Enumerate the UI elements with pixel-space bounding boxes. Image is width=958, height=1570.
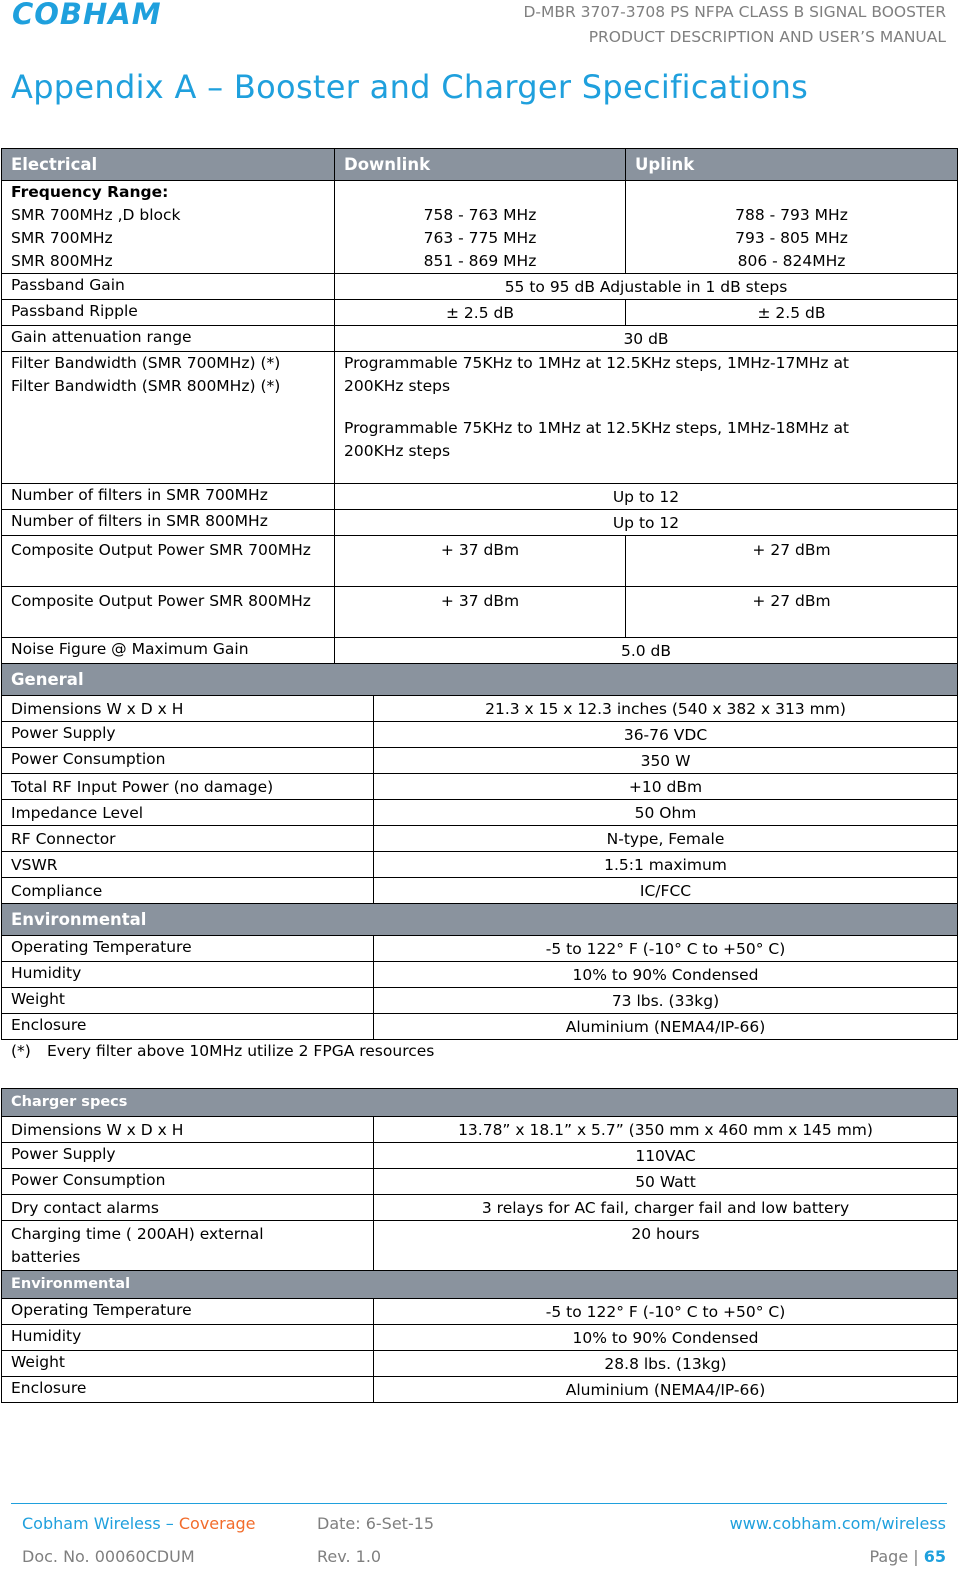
table-row: [2, 1014, 958, 1040]
table-row: [2, 962, 958, 988]
table-row: [2, 696, 958, 722]
cell-value: +10 dBm: [374, 774, 958, 800]
cell-value: 28.8 lbs. (13kg): [374, 1351, 958, 1377]
section-title: Environmental: [2, 904, 958, 936]
col-header-downlink: Downlink: [335, 149, 626, 181]
page-number: 65: [923, 1547, 946, 1566]
footnote-mark: (*): [11, 1042, 31, 1060]
cell-label: Enclosure: [2, 1014, 374, 1040]
footer-date: Date: 6-Set-15: [317, 1514, 435, 1533]
cell-label: VSWR: [2, 852, 374, 878]
cell-value: IC/FCC: [374, 878, 958, 904]
table-row: [2, 1195, 958, 1221]
cell-label: Power Consumption: [2, 1169, 374, 1195]
cell-value: -5 to 122° F (-10° C to +50° C): [374, 936, 958, 962]
cell-label: Humidity: [2, 1325, 374, 1351]
document-header: [523, 0, 946, 50]
table-row: [2, 587, 958, 638]
cell-value: 21.3 x 15 x 12.3 inches (540 x 382 x 313 mm): [374, 696, 958, 722]
table-row: [2, 274, 958, 300]
cell-label: SMR 700MHz ,D block: [11, 206, 181, 224]
cell-value: Aluminium (NEMA4/IP-66): [374, 1377, 958, 1403]
table-row: [2, 1221, 958, 1271]
cell-label: Dry contact alarms: [2, 1195, 374, 1221]
page-label: Page |: [869, 1547, 924, 1566]
table-row: [2, 774, 958, 800]
table-row: [2, 988, 958, 1014]
cell-label: Charging time ( 200AH) external batteries: [2, 1221, 374, 1271]
section-title: Charger specs: [2, 1089, 958, 1117]
section-header-charger-environmental: [2, 1271, 958, 1299]
cell-value: 13.78” x 18.1” x 5.7” (350 mm x 460 mm x 145 mm): [374, 1117, 958, 1143]
footer-page: [869, 1547, 946, 1566]
cell-value: 50 Ohm: [374, 800, 958, 826]
cell-value: 20 hours: [374, 1221, 958, 1271]
table-row: [2, 536, 958, 587]
booster-spec-table: [1, 148, 958, 1040]
table-row: [2, 1299, 958, 1325]
col-header-electrical: Electrical: [2, 149, 335, 181]
cell-label: Humidity: [2, 962, 374, 988]
separator: –: [160, 1514, 179, 1533]
cell-label: Composite Output Power SMR 700MHz: [2, 536, 335, 587]
filter-bandwidth-values: [335, 352, 958, 484]
filter-bandwidth-labels: [2, 352, 335, 484]
cell-value: Programmable 75KHz to 1MHz at 12.5KHz steps, 1MHz-17MHz at 200KHz steps: [344, 354, 850, 395]
cell-label: Passband Ripple: [2, 300, 335, 326]
cell-label: SMR 800MHz: [11, 252, 113, 270]
cell-value: 73 lbs. (33kg): [374, 988, 958, 1014]
charger-spec-table: [1, 1088, 958, 1403]
footer-company: [22, 1514, 256, 1533]
cell-value: 350 W: [374, 748, 958, 774]
table-row: [2, 1117, 958, 1143]
company-name: Cobham Wireless: [22, 1514, 161, 1533]
frequency-range-labels: [2, 181, 335, 274]
frequency-uplink-values: [626, 181, 958, 274]
table-row: [2, 852, 958, 878]
cell-value: + 27 dBm: [626, 587, 958, 638]
header-line-1: D-MBR 3707-3708 PS NFPA CLASS B SIGNAL BOOSTER: [523, 3, 946, 21]
cell-value: 763 - 775 MHz: [423, 229, 537, 247]
cell-value: ± 2.5 dB: [626, 300, 958, 326]
table-row: [2, 878, 958, 904]
cell-label: Dimensions W x D x H: [2, 1117, 374, 1143]
table-row: [2, 326, 958, 352]
cobham-logo: [10, 0, 210, 34]
table-row: [2, 638, 958, 664]
table-row: [2, 936, 958, 962]
table-row: [2, 510, 958, 536]
col-header-uplink: Uplink: [626, 149, 958, 181]
cell-value: 36-76 VDC: [374, 722, 958, 748]
cell-label: Filter Bandwidth (SMR 700MHz) (*): [11, 354, 281, 372]
cell-label: Gain attenuation range: [2, 326, 335, 352]
cell-value: 10% to 90% Condensed: [374, 962, 958, 988]
section-title: General: [2, 664, 958, 696]
header-line-2: PRODUCT DESCRIPTION AND USER’S MANUAL: [588, 28, 946, 46]
cell-value: 758 - 763 MHz: [423, 206, 537, 224]
cell-value: Aluminium (NEMA4/IP-66): [374, 1014, 958, 1040]
cell-label: Number of filters in SMR 800MHz: [2, 510, 335, 536]
cell-label: Noise Figure @ Maximum Gain: [2, 638, 335, 664]
table-row: [2, 181, 958, 274]
footer-revision: Rev. 1.0: [317, 1547, 382, 1566]
table-row: [2, 826, 958, 852]
cell-label: Compliance: [2, 878, 374, 904]
cell-value: 851 - 869 MHz: [423, 252, 537, 270]
page-title: Appendix A – Booster and Charger Specifications: [11, 68, 809, 106]
cell-label: Operating Temperature: [2, 1299, 374, 1325]
cell-value: ± 2.5 dB: [335, 300, 626, 326]
cell-value: Up to 12: [335, 484, 958, 510]
cell-label: Enclosure: [2, 1377, 374, 1403]
table-row: [2, 1351, 958, 1377]
division-name: Coverage: [178, 1514, 256, 1533]
cell-value: + 37 dBm: [335, 536, 626, 587]
cell-label: RF Connector: [2, 826, 374, 852]
cell-value: 50 Watt: [374, 1169, 958, 1195]
cell-value: 1.5:1 maximum: [374, 852, 958, 878]
footer-doc-number: Doc. No. 00060CDUM: [22, 1547, 195, 1566]
cell-value: 806 - 824MHz: [737, 252, 846, 270]
cell-label: Weight: [2, 1351, 374, 1377]
footer-divider: [11, 1503, 947, 1504]
cell-value: 788 - 793 MHz: [735, 206, 848, 224]
cell-value: Programmable 75KHz to 1MHz at 12.5KHz steps, 1MHz-18MHz at 200KHz steps: [344, 419, 850, 460]
cell-label: Composite Output Power SMR 800MHz: [2, 587, 335, 638]
table-row: [2, 1377, 958, 1403]
cell-label: Operating Temperature: [2, 936, 374, 962]
table-row: [2, 800, 958, 826]
cell-value: 30 dB: [335, 326, 958, 352]
table-row: [2, 722, 958, 748]
cell-value: 793 - 805 MHz: [735, 229, 848, 247]
table-row: [2, 1325, 958, 1351]
table-row: [2, 484, 958, 510]
table-row: [2, 300, 958, 326]
cell-label: Dimensions W x D x H: [2, 696, 374, 722]
frequency-range-heading: Frequency Range:: [11, 183, 169, 201]
cell-value: 3 relays for AC fail, charger fail and low battery: [374, 1195, 958, 1221]
table-row: [2, 1169, 958, 1195]
section-header-charger: [2, 1089, 958, 1117]
cell-label: Weight: [2, 988, 374, 1014]
cell-label: SMR 700MHz: [11, 229, 113, 247]
cell-value: 5.0 dB: [335, 638, 958, 664]
logo-text: COBHAM: [12, 0, 162, 30]
cell-value: 10% to 90% Condensed: [374, 1325, 958, 1351]
table-header-row: [2, 149, 958, 181]
cell-value: N-type, Female: [374, 826, 958, 852]
cell-label: Total RF Input Power (no damage): [2, 774, 374, 800]
cell-label: Power Supply: [2, 722, 374, 748]
cell-value: 55 to 95 dB Adjustable in 1 dB steps: [335, 274, 958, 300]
section-header-environmental: [2, 904, 958, 936]
cell-label: Impedance Level: [2, 800, 374, 826]
cell-value: + 37 dBm: [335, 587, 626, 638]
footnote-text: Every filter above 10MHz utilize 2 FPGA resources: [47, 1042, 435, 1060]
cell-value: 110VAC: [374, 1143, 958, 1169]
cell-value: -5 to 122° F (-10° C to +50° C): [374, 1299, 958, 1325]
table-row: [2, 1143, 958, 1169]
footnote: [11, 1042, 434, 1060]
cell-label: Number of filters in SMR 700MHz: [2, 484, 335, 510]
cell-label: Passband Gain: [2, 274, 335, 300]
cell-label: Filter Bandwidth (SMR 800MHz) (*): [11, 377, 281, 395]
footer-url[interactable]: www.cobham.com/wireless: [729, 1514, 946, 1533]
cell-value: Up to 12: [335, 510, 958, 536]
cell-value: + 27 dBm: [626, 536, 958, 587]
section-title: Environmental: [2, 1271, 958, 1299]
table-row: [2, 352, 958, 484]
cell-label: Power Consumption: [2, 748, 374, 774]
table-row: [2, 748, 958, 774]
section-header-general: [2, 664, 958, 696]
cell-label: Power Supply: [2, 1143, 374, 1169]
frequency-downlink-values: [335, 181, 626, 274]
